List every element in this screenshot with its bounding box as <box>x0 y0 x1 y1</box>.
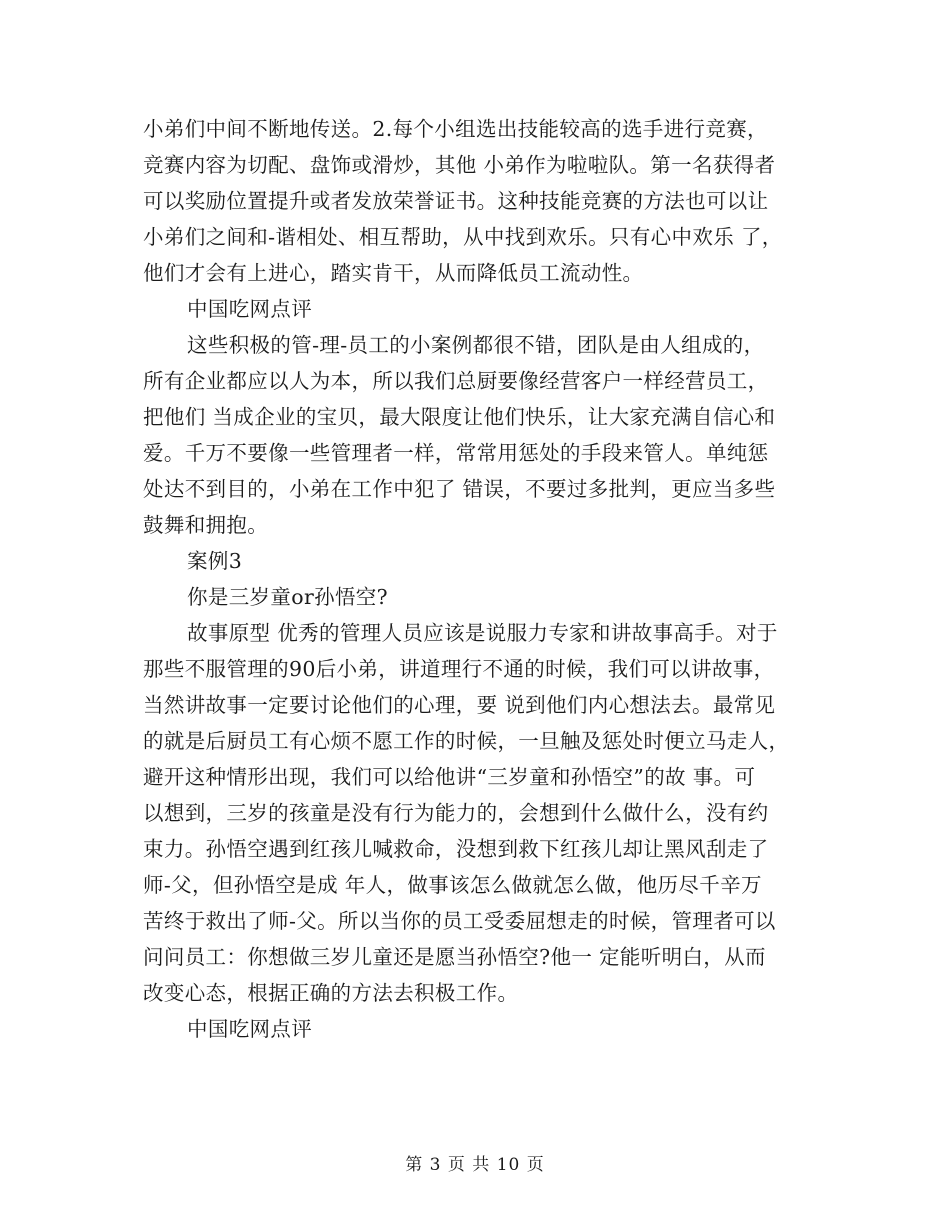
paragraph-line: 苦终于救出了师-父。所以当你的员工受委屈想走的时候，管理者可以 <box>143 909 776 933</box>
paragraph-line: 避开这种情形出现，我们可以给他讲“三岁童和孙悟空”的故 事。可 <box>143 765 756 789</box>
paragraph-line: 把他们 当成企业的宝贝，最大限度让他们快乐，让大家充满自信心和 <box>143 405 776 429</box>
paragraph-line: 那些不服管理的90后小弟，讲道理行不通的时候，我们可以讲故事， <box>143 657 775 681</box>
paragraph-line: 以想到，三岁的孩童是没有行为能力的，会想到什么做什么，没有约 <box>143 801 769 825</box>
paragraph-line: 的就是后厨员工有心烦不愿工作的时候，一旦触及惩处时便立马走人， <box>143 729 790 753</box>
paragraph-line: 束力。孙悟空遇到红孩儿喊救命，没想到救下红孩儿却让黑风刮走了 <box>143 837 769 861</box>
case-title: 你是三岁童or孙悟空? <box>187 585 388 609</box>
paragraph-line: 这些积极的管-理-员工的小案例都很不错，团队是由人组成的， <box>187 333 765 357</box>
paragraph-line: 处达不到目的，小弟在工作中犯了 错误，不要过多批判，更应当多些 <box>143 477 776 501</box>
paragraph-line: 师-父，但孙悟空是成 年人，做事该怎么做就怎么做，他历尽千辛万 <box>143 873 762 897</box>
paragraph-line: 小弟们之间和-谐相处、相互帮助，从中找到欢乐。只有心中欢乐 了， <box>143 225 783 249</box>
section-heading: 中国吃网点评 <box>187 1017 313 1041</box>
section-heading: 案例3 <box>187 549 243 573</box>
paragraph-line: 当然讲故事一定要讨论他们的心理，要 说到他们内心想法去。最常见 <box>143 693 776 717</box>
paragraph-line: 所有企业都应以人为本，所以我们总厨要像经营客户一样经营员工， <box>143 369 769 393</box>
section-heading: 中国吃网点评 <box>187 297 313 321</box>
paragraph-line: 爱。千万不要像一些管理者一样，常常用惩处的手段来管人。单纯惩 <box>143 441 769 465</box>
page-number-footer: 第 3 页 共 10 页 <box>405 1155 545 1175</box>
paragraph-line: 可以奖励位置提升或者发放荣誉证书。这种技能竞赛的方法也可以让 <box>143 189 769 213</box>
paragraph-line: 他们才会有上进心，踏实肯干，从而降低员工流动性。 <box>143 261 644 285</box>
paragraph-line: 故事原型 优秀的管理人员应该是说服力专家和讲故事高手。对于 <box>187 621 778 645</box>
paragraph-line: 竞赛内容为切配、盘饰或滑炒，其他 小弟作为啦啦队。第一名获得者 <box>143 153 776 177</box>
paragraph-line: 改变心态，根据正确的方法去积极工作。 <box>143 981 519 1005</box>
paragraph-line: 鼓舞和拥抱。 <box>143 513 269 537</box>
paragraph-line: 小弟们中间不断地传送。2.每个小组选出技能较高的选手进行竞赛， <box>143 117 768 141</box>
paragraph-line: 问问员工：你想做三岁儿童还是愿当孙悟空?他一 定能听明白，从而 <box>143 945 766 969</box>
